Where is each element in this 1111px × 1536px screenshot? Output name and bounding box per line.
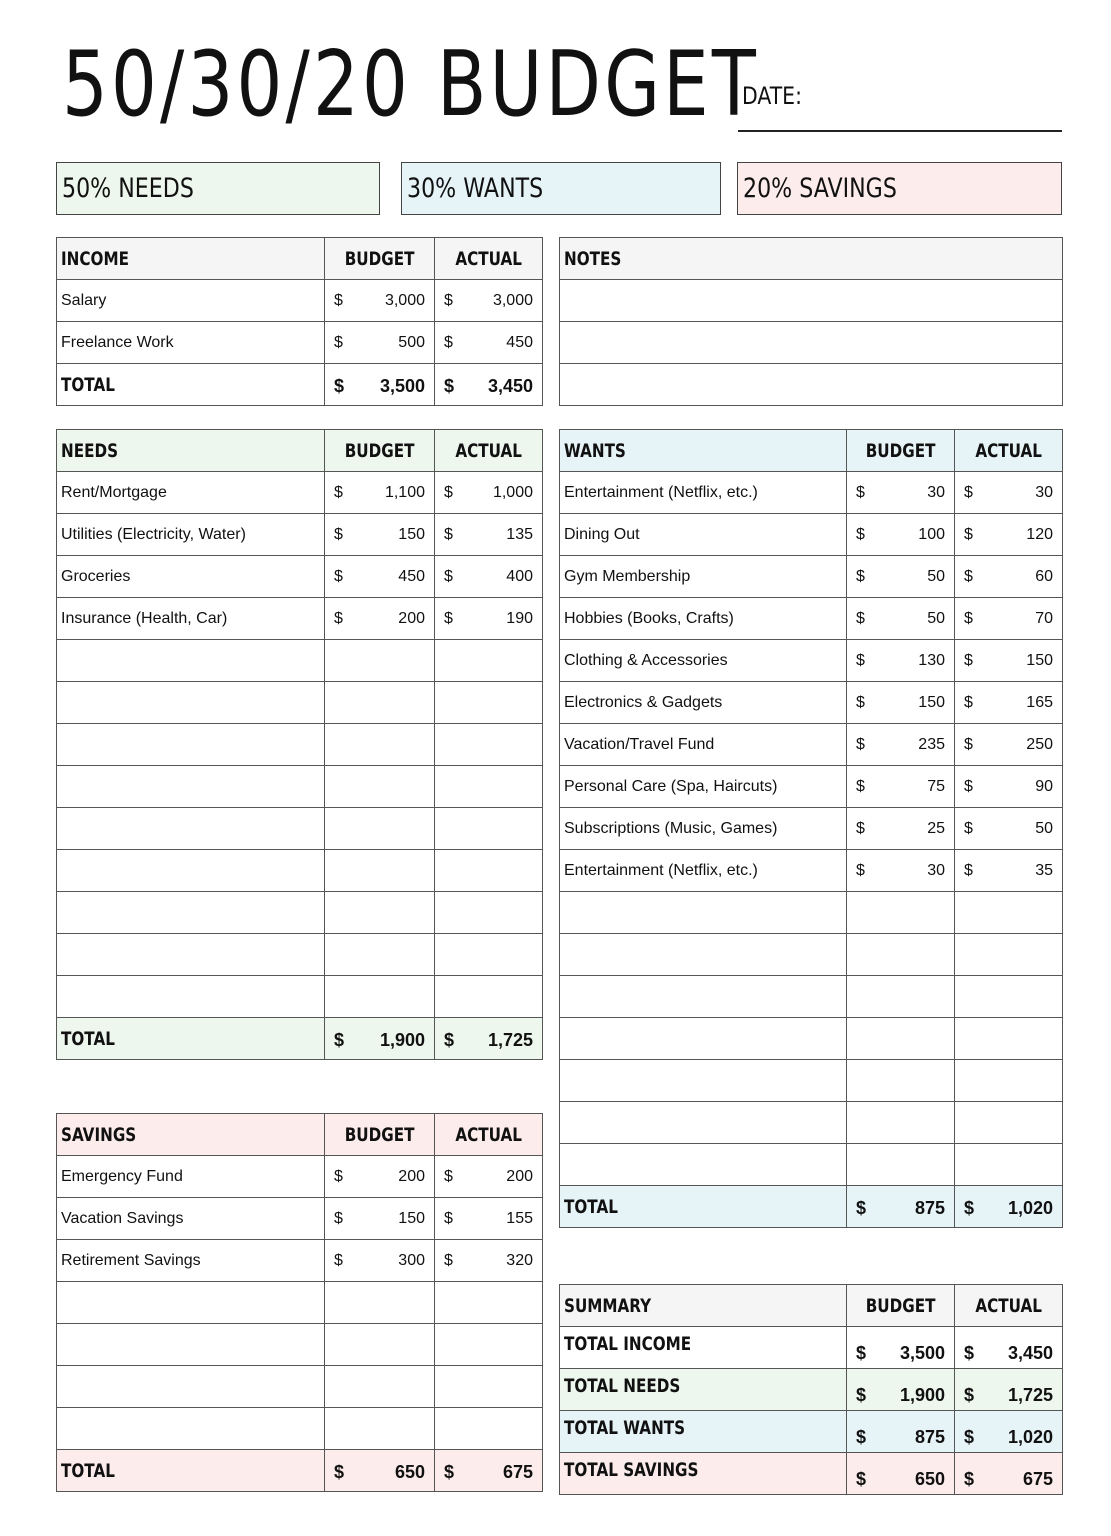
summary-label: TOTAL INCOME	[560, 1327, 847, 1369]
actual-total-cell: $ 1,725	[435, 1018, 543, 1060]
empty-row[interactable]	[57, 766, 543, 808]
empty-row[interactable]	[560, 1102, 1063, 1144]
wants-category-label: 30% WANTS	[407, 173, 544, 204]
table-row	[560, 514, 1063, 556]
row-label: Salary	[57, 280, 325, 322]
budget-total-cell: $ 3,500	[325, 364, 435, 406]
date-field[interactable]	[738, 78, 1062, 132]
summary-label: TOTAL NEEDS	[560, 1369, 847, 1411]
table-row	[560, 640, 1063, 682]
summary-label: TOTAL SAVINGS	[560, 1453, 847, 1495]
actual-cell: $ 135	[435, 514, 543, 556]
table-row	[57, 322, 543, 364]
budget-cell: $ 100	[847, 514, 955, 556]
empty-row[interactable]	[57, 640, 543, 682]
actual-cell: $ 120	[955, 514, 1063, 556]
row-label: Clothing & Accessories	[560, 640, 847, 682]
row-label: Utilities (Electricity, Water)	[57, 514, 325, 556]
table-row	[57, 514, 543, 556]
empty-row[interactable]	[560, 1144, 1063, 1186]
actual-cell: $ 675	[955, 1453, 1063, 1495]
empty-row[interactable]	[560, 976, 1063, 1018]
date-label: DATE:	[742, 82, 802, 110]
actual-cell: $ 3,450	[955, 1327, 1063, 1369]
table-row	[57, 556, 543, 598]
empty-row[interactable]	[57, 1408, 543, 1450]
table-header-row	[560, 430, 1063, 472]
summary-title: SUMMARY	[560, 1285, 847, 1327]
row-label: Emergency Fund	[57, 1156, 325, 1198]
row-label: Vacation/Travel Fund	[560, 724, 847, 766]
savings-category-label: 20% SAVINGS	[743, 173, 897, 204]
table-row	[560, 724, 1063, 766]
budget-total-cell: $ 650	[325, 1450, 435, 1492]
notes-line[interactable]	[560, 322, 1063, 364]
budget-cell: $ 200	[325, 598, 435, 640]
actual-total-cell: $ 3,450	[435, 364, 543, 406]
table-row	[57, 1156, 543, 1198]
table-header-row	[57, 238, 543, 280]
notes-title: NOTES	[560, 238, 1063, 280]
actual-cell: $ 1,725	[955, 1369, 1063, 1411]
summary-row-wants	[560, 1411, 1063, 1453]
table-row	[57, 280, 543, 322]
table-row	[560, 766, 1063, 808]
budget-total-cell: $ 1,900	[325, 1018, 435, 1060]
table-row	[560, 598, 1063, 640]
table-row	[57, 1240, 543, 1282]
table-row	[560, 808, 1063, 850]
total-row	[560, 1186, 1063, 1228]
table-row	[57, 598, 543, 640]
summary-label: TOTAL WANTS	[560, 1411, 847, 1453]
row-label: Entertainment (Netflix, etc.)	[560, 850, 847, 892]
row-label: Dining Out	[560, 514, 847, 556]
actual-column-header: ACTUAL	[435, 1114, 543, 1156]
actual-cell: $ 3,000	[435, 280, 543, 322]
savings-table	[56, 1113, 543, 1492]
actual-total-cell: $ 675	[435, 1450, 543, 1492]
actual-cell: $ 155	[435, 1198, 543, 1240]
empty-row[interactable]	[57, 976, 543, 1018]
budget-cell: $ 875	[847, 1411, 955, 1453]
notes-table	[559, 237, 1063, 406]
row-label: Subscriptions (Music, Games)	[560, 808, 847, 850]
budget-cell: $ 450	[325, 556, 435, 598]
budget-cell: $ 500	[325, 322, 435, 364]
wants-title: WANTS	[560, 430, 847, 472]
actual-column-header: ACTUAL	[955, 430, 1063, 472]
table-header-row	[57, 430, 543, 472]
savings-title: SAVINGS	[57, 1114, 325, 1156]
total-label: TOTAL	[57, 364, 325, 406]
needs-table	[56, 429, 543, 1060]
actual-cell: $ 400	[435, 556, 543, 598]
budget-cell: $ 30	[847, 472, 955, 514]
budget-cell: $ 150	[325, 514, 435, 556]
budget-cell: $ 1,900	[847, 1369, 955, 1411]
table-row	[57, 472, 543, 514]
actual-cell: $ 150	[955, 640, 1063, 682]
empty-row[interactable]	[57, 724, 543, 766]
budget-column-header: BUDGET	[325, 430, 435, 472]
empty-row[interactable]	[560, 892, 1063, 934]
table-row	[560, 682, 1063, 724]
budget-cell: $ 50	[847, 556, 955, 598]
total-label: TOTAL	[57, 1450, 325, 1492]
total-label: TOTAL	[57, 1018, 325, 1060]
table-row	[57, 1198, 543, 1240]
table-header-row	[560, 1285, 1063, 1327]
budget-column-header: BUDGET	[847, 430, 955, 472]
budget-cell: $ 3,500	[847, 1327, 955, 1369]
actual-total-cell: $ 1,020	[955, 1186, 1063, 1228]
total-row	[57, 1018, 543, 1060]
actual-cell: $ 250	[955, 724, 1063, 766]
actual-cell: $ 70	[955, 598, 1063, 640]
table-header-row	[57, 1114, 543, 1156]
row-label: Groceries	[57, 556, 325, 598]
budget-cell: $ 235	[847, 724, 955, 766]
budget-column-header: BUDGET	[325, 1114, 435, 1156]
summary-row-savings	[560, 1453, 1063, 1495]
budget-column-header: BUDGET	[847, 1285, 955, 1327]
budget-column-header: BUDGET	[325, 238, 435, 280]
empty-row[interactable]	[57, 808, 543, 850]
budget-cell: $ 650	[847, 1453, 955, 1495]
total-row	[57, 1450, 543, 1492]
actual-cell: $ 30	[955, 472, 1063, 514]
income-title: INCOME	[57, 238, 325, 280]
actual-column-header: ACTUAL	[435, 430, 543, 472]
total-label: TOTAL	[560, 1186, 847, 1228]
wants-table	[559, 429, 1063, 1228]
actual-cell: $ 190	[435, 598, 543, 640]
page-title: 50/30/20 BUDGET	[62, 32, 760, 137]
actual-cell: $ 320	[435, 1240, 543, 1282]
row-label: Gym Membership	[560, 556, 847, 598]
empty-row[interactable]	[57, 1366, 543, 1408]
budget-cell: $ 150	[325, 1198, 435, 1240]
wants-category-box	[401, 162, 721, 215]
actual-cell: $ 50	[955, 808, 1063, 850]
row-label: Rent/Mortgage	[57, 472, 325, 514]
row-label: Personal Care (Spa, Haircuts)	[560, 766, 847, 808]
empty-row[interactable]	[57, 1282, 543, 1324]
actual-cell: $ 450	[435, 322, 543, 364]
table-header-row	[560, 238, 1063, 280]
row-label: Retirement Savings	[57, 1240, 325, 1282]
actual-cell: $ 1,020	[955, 1411, 1063, 1453]
actual-cell: $ 1,000	[435, 472, 543, 514]
row-label: Vacation Savings	[57, 1198, 325, 1240]
total-row	[57, 364, 543, 406]
row-label: Hobbies (Books, Crafts)	[560, 598, 847, 640]
budget-cell: $ 30	[847, 850, 955, 892]
actual-column-header: ACTUAL	[435, 238, 543, 280]
empty-row[interactable]	[560, 1018, 1063, 1060]
table-row	[560, 850, 1063, 892]
savings-category-box	[737, 162, 1062, 215]
row-label: Insurance (Health, Car)	[57, 598, 325, 640]
empty-row[interactable]	[560, 934, 1063, 976]
income-table	[56, 237, 543, 406]
summary-table	[559, 1284, 1063, 1495]
row-label: Entertainment (Netflix, etc.)	[560, 472, 847, 514]
actual-column-header: ACTUAL	[955, 1285, 1063, 1327]
row-label: Freelance Work	[57, 322, 325, 364]
budget-cell: $ 3,000	[325, 280, 435, 322]
notes-line[interactable]	[560, 364, 1063, 406]
table-row	[560, 472, 1063, 514]
budget-cell: $ 50	[847, 598, 955, 640]
actual-cell: $ 35	[955, 850, 1063, 892]
actual-cell: $ 90	[955, 766, 1063, 808]
budget-cell: $ 300	[325, 1240, 435, 1282]
empty-row[interactable]	[57, 682, 543, 724]
empty-row[interactable]	[560, 1060, 1063, 1102]
actual-cell: $ 200	[435, 1156, 543, 1198]
row-label: Electronics & Gadgets	[560, 682, 847, 724]
table-row	[560, 556, 1063, 598]
needs-category-box	[56, 162, 380, 215]
notes-line[interactable]	[560, 280, 1063, 322]
summary-row-needs	[560, 1369, 1063, 1411]
needs-category-label: 50% NEEDS	[62, 173, 194, 204]
summary-row-income	[560, 1327, 1063, 1369]
budget-cell: $ 150	[847, 682, 955, 724]
budget-cell: $ 130	[847, 640, 955, 682]
actual-cell: $ 165	[955, 682, 1063, 724]
budget-total-cell: $ 875	[847, 1186, 955, 1228]
budget-cell: $ 25	[847, 808, 955, 850]
budget-cell: $ 75	[847, 766, 955, 808]
budget-cell: $ 200	[325, 1156, 435, 1198]
needs-title: NEEDS	[57, 430, 325, 472]
empty-row[interactable]	[57, 892, 543, 934]
empty-row[interactable]	[57, 934, 543, 976]
empty-row[interactable]	[57, 1324, 543, 1366]
empty-row[interactable]	[57, 850, 543, 892]
budget-cell: $ 1,100	[325, 472, 435, 514]
actual-cell: $ 60	[955, 556, 1063, 598]
